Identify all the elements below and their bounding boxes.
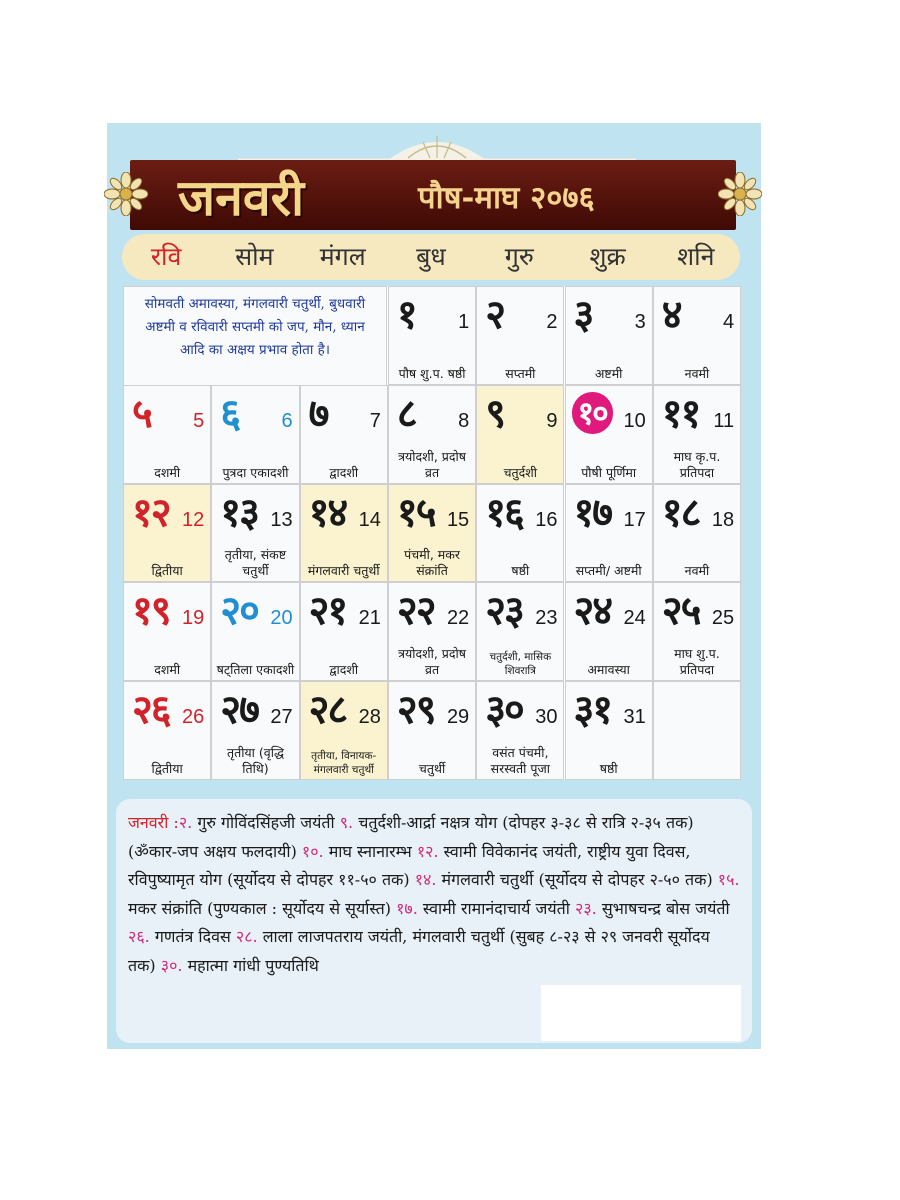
devanagari-date: २४ [573,587,612,635]
tithi-label: द्वितीया [151,563,183,579]
day-cell [565,385,653,484]
festival-event: गुरु गोविंदसिंहजी जयंती [192,813,340,832]
day-cell [388,385,476,484]
festival-event: स्वामी विवेकानंद जयंती, राष्ट्रीय युवा दिवस, रविपुष्यामृत योग (सूर्योदय से दोपहर ११-५० तक) [128,841,691,889]
arabic-date: 7 [369,409,381,432]
festival-event: महात्मा गांधी पुण्यतिथि [182,955,319,975]
devanagari-date: ५ [132,389,151,437]
day-cell [565,582,653,681]
day-cell [565,286,653,385]
devanagari-date: २२ [396,587,435,635]
day-cell [300,582,388,681]
day-cell [653,582,741,681]
arabic-date: 10 [623,409,646,432]
tithi-label: त्रयोदशी, प्रदोष व्रत [398,646,466,678]
devanagari-date: १९ [132,587,170,635]
arabic-date: 2 [546,311,558,333]
blank-patch [541,985,741,1041]
tithi-label: तृतीया, संकष्ट चतुर्थी [224,547,287,579]
tithi-label: द्वादशी [329,464,359,480]
devanagari-date: ९ [485,389,504,437]
day-cell [653,484,741,583]
tithi-label: द्वादशी [329,662,359,678]
devanagari-date: १६ [485,488,523,536]
arabic-date: 27 [270,706,293,729]
devanagari-date: १३ [220,488,258,536]
arabic-date: 1 [458,311,470,333]
arabic-date: 12 [182,508,205,531]
festival-event: गणतंत्र दिवस [149,927,236,946]
day-cell [653,385,741,484]
devanagari-date: १० [572,392,613,434]
day-cell [476,385,564,484]
arabic-date: 14 [358,508,381,531]
weekday-saturday: शनि [677,242,715,271]
devanagari-date: १२ [132,488,170,536]
festival-date: ३०. [160,955,183,975]
day-cell [476,286,564,385]
tithi-label: वसंत पंचमी, सरस्वती पूजा [490,744,550,776]
weekday-friday: शुक्र [589,242,626,271]
tithi-label: तृतीया, विनायक- मंगलवारी चतुर्थी [311,749,377,776]
day-cell [476,484,564,583]
devanagari-date: २१ [308,587,347,635]
day-cell [476,582,564,681]
devanagari-date: २५ [661,587,700,635]
tithi-label: मंगलवारी चतुर्थी [307,563,380,579]
day-cell [123,484,211,583]
festival-date: २८. [235,927,258,946]
festival-date: १२. [416,841,439,861]
festival-event: लाला लाजपतराय जयंती, मंगलवारी चतुर्थी (सुबह ८-२३ से २९ जनवरी सूर्योदय तक) [128,927,710,975]
festival-date: १०. [301,841,324,861]
arabic-date: 15 [446,508,470,531]
day-cell [565,681,653,780]
day-cell [388,582,476,681]
arabic-date: 31 [623,706,646,729]
devanagari-date: २३ [485,587,523,635]
tithi-label: त्रयोदशी, प्रदोष व्रत [398,448,466,480]
devanagari-date: ११ [661,389,700,437]
day-cell [476,681,564,780]
day-cell [300,681,388,780]
flower-ornament-icon [104,172,148,216]
tithi-label: माघ कृ.प. प्रतिपदा [673,448,721,480]
tithi-label: सप्तमी/ अष्टमी [575,563,642,579]
calendar-grid [123,286,741,780]
devanagari-date: १८ [661,488,700,536]
arabic-date: 24 [623,607,646,630]
top-ornament [238,128,636,164]
festival-event: सुभाषचन्द्र बोस जयंती [596,898,730,918]
weekday-header [122,234,740,280]
day-cell [123,385,211,484]
devanagari-date: ३० [485,686,523,734]
weekday-thursday: गुरु [504,242,534,271]
tithi-label: अमावस्या [587,662,630,678]
arabic-date: 4 [722,311,735,333]
tithi-label: दशमी [154,464,181,480]
festival-date: २. [178,813,193,832]
tithi-label: चतुर्दशी [503,464,538,480]
devanagari-date: ३ [573,291,593,338]
tithi-label: पौषी पूर्णिमा [581,464,637,480]
day-cell [211,582,299,681]
devanagari-date: ३१ [573,686,612,734]
month-title: जनवरी [178,168,305,227]
tithi-label: पंचमी, मकर संक्रांति [404,547,460,579]
devanagari-date: २६ [132,686,170,734]
arabic-date: 22 [446,607,470,630]
festival-date: १५. [717,870,740,889]
tithi-label: षष्ठी [511,563,530,579]
weekday-wednesday: बुध [416,242,446,271]
arabic-date: 5 [193,409,205,432]
day-cell [388,484,476,583]
devanagari-date: २७ [220,686,258,734]
arabic-date: 17 [623,508,646,531]
day-cell [388,286,476,385]
tithi-label: चतुर्दशी, मासिक शिवरात्रि [489,651,552,678]
hindu-month-label: पौष-माघ २०७६ [418,180,595,216]
festival-label: जनवरी : [128,813,179,832]
festival-date: २३. [575,898,597,918]
day-cell [211,385,299,484]
arabic-date: 30 [535,706,558,729]
tithi-label: सप्तमी [505,365,536,381]
festival-date: १७. [396,898,418,918]
note-cell [123,286,387,388]
devanagari-date: १ [396,291,416,338]
arabic-date: 16 [535,508,558,531]
empty-cell [653,681,741,780]
tithi-label: नवमी [684,365,710,381]
devanagari-date: १५ [396,488,435,536]
arabic-date: 18 [711,508,735,531]
day-cell [211,681,299,780]
arabic-date: 9 [546,409,558,432]
devanagari-date: १४ [308,488,347,536]
devanagari-date: ६ [220,389,240,437]
arabic-date: 29 [446,706,470,729]
festival-event: चतुर्दशी-आर्द्रा नक्षत्र योग (दोपहर ३-३८ से रात्रि २-३५ तक) (ॐकार-जप अक्षय फलदायी) [128,813,694,861]
festival-event: मंगलवारी चतुर्थी (सूर्योदय से दोपहर २-५० तक) [436,870,718,889]
tithi-label: अष्टमी [594,365,623,381]
devanagari-date: २८ [308,686,347,734]
arabic-date: 26 [182,706,205,729]
day-cell [123,681,211,780]
tithi-label: पौष शु.प. षष्ठी [398,365,466,381]
arabic-date: 6 [281,409,293,432]
note-text: सोमवती अमावस्या, मंगलवारी चतुर्थी, बुधवारी अष्टमी व रविवारी सप्तमी को जप, मौन, ध्यान आदि का अक्षय प्रभाव होता है। [144,296,366,358]
devanagari-date: २० [220,587,258,635]
festival-date: २६. [128,927,150,946]
tithi-label: तृतीया (वृद्धि तिथि) [226,744,284,776]
devanagari-date: २९ [396,686,435,734]
arabic-date: 20 [270,607,293,630]
tithi-label: पुत्रदा एकादशी [222,464,289,480]
arabic-date: 25 [711,607,735,630]
day-cell [300,385,388,484]
day-cell [388,681,476,780]
tithi-label: षट्तिला एकादशी [216,662,295,678]
weekday-sunday: रवि [150,242,182,271]
weekday-tuesday: मंगल [319,242,366,271]
day-cell [565,484,653,583]
tithi-label: माघ शु.प. प्रतिपदा [674,646,720,678]
weekday-monday: सोम [235,242,274,271]
day-cell [123,582,211,681]
devanagari-date: ४ [661,291,681,338]
tithi-label: नवमी [684,563,710,579]
arabic-date: 13 [270,508,293,531]
festival-date: ९. [339,813,354,832]
festival-text [116,799,752,990]
arabic-date: 19 [182,607,205,630]
tithi-label: चतुर्थी [418,760,446,776]
tithi-label: षष्ठी [599,760,618,776]
devanagari-date: ८ [396,389,416,437]
devanagari-date: १७ [573,488,612,536]
tithi-label: द्वितीया [151,760,183,776]
day-cell [300,484,388,583]
flower-ornament-icon [718,172,762,216]
arabic-date: 11 [713,409,735,432]
devanagari-date: ७ [308,389,328,437]
arabic-date: 28 [358,706,381,729]
festival-date: १४. [414,870,437,889]
arabic-date: 8 [458,409,470,432]
day-cell [653,286,741,385]
devanagari-date: २ [485,291,504,338]
festival-event: स्वामी रामानंदाचार्य जयंती [417,898,576,918]
festival-event: माघ स्नानारम्भ [323,841,417,861]
arabic-date: 21 [358,607,381,630]
arabic-date: 23 [535,607,558,630]
day-cell [211,484,299,583]
tithi-label: दशमी [154,662,181,678]
festival-event: मकर संक्रांति (पुण्यकाल : सूर्योदय से सूर्यास्त) [128,898,397,918]
arabic-date: 3 [634,311,646,333]
